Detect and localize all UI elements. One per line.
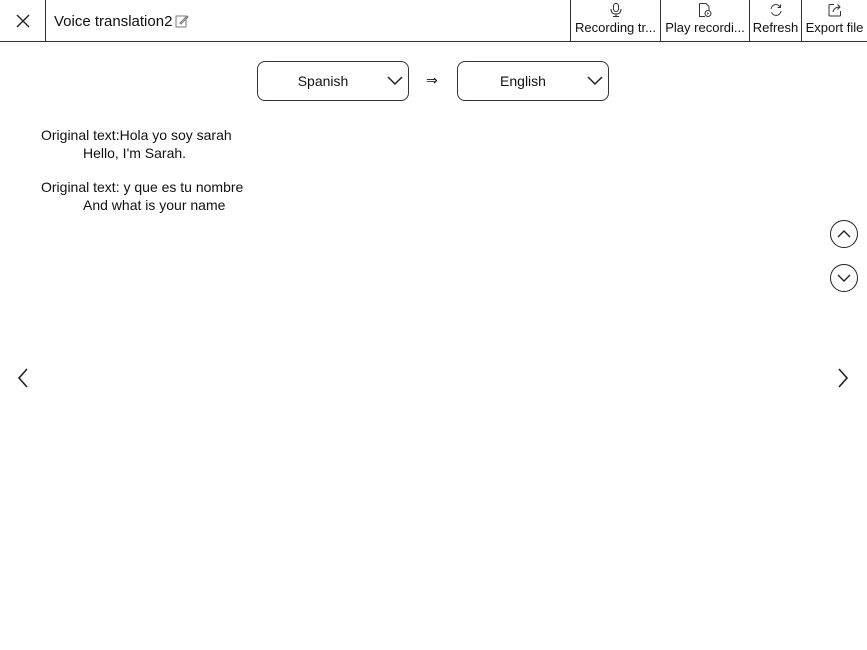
chevron-down-icon <box>586 73 604 89</box>
transcript-list <box>41 126 243 230</box>
microphone-icon <box>610 3 622 17</box>
edit-icon <box>175 14 189 28</box>
refresh-icon <box>769 3 783 17</box>
original-text: Original text: y que es tu nombre <box>41 179 244 195</box>
chevron-left-icon <box>14 366 32 390</box>
recording-transcript-label: Recording tr... <box>575 20 656 35</box>
play-file-icon <box>698 3 712 17</box>
edit-title-button[interactable] <box>175 14 189 28</box>
chevron-down-icon <box>386 73 404 89</box>
page-title: Voice translation2 <box>54 12 173 30</box>
export-file-button[interactable] <box>801 0 867 42</box>
target-language-value: English <box>500 73 546 89</box>
top-bar <box>0 0 867 42</box>
chevron-down-circle-icon <box>837 273 851 283</box>
target-language-select[interactable] <box>457 61 609 101</box>
refresh-label: Refresh <box>752 20 799 35</box>
translated-text: And what is your name <box>83 197 226 213</box>
translation-arrow-icon: ⇒ <box>426 72 438 88</box>
play-recording-label: Play recordi... <box>665 20 745 35</box>
export-file-label: Export file <box>805 20 864 35</box>
refresh-button[interactable] <box>749 0 801 42</box>
translated-text: Hello, I'm Sarah. <box>83 145 187 161</box>
toolbar-actions <box>570 0 867 42</box>
scroll-up-button[interactable] <box>830 220 858 248</box>
transcript-entry <box>41 178 243 214</box>
chevron-up-circle-icon <box>837 229 851 239</box>
recording-transcript-button[interactable] <box>570 0 660 42</box>
original-text: Original text:Hola yo soy sarah <box>41 127 232 143</box>
transcript-entry <box>41 126 243 162</box>
export-icon <box>828 3 842 17</box>
previous-page-button[interactable] <box>14 366 32 395</box>
chevron-right-icon <box>834 366 852 390</box>
source-language-select[interactable] <box>257 61 409 101</box>
close-button[interactable] <box>0 0 46 42</box>
next-page-button[interactable] <box>834 366 852 395</box>
source-language-value: Spanish <box>297 73 349 89</box>
close-icon <box>15 13 31 29</box>
scroll-down-button[interactable] <box>830 264 858 292</box>
title-area <box>54 0 189 42</box>
play-recording-button[interactable] <box>660 0 749 42</box>
